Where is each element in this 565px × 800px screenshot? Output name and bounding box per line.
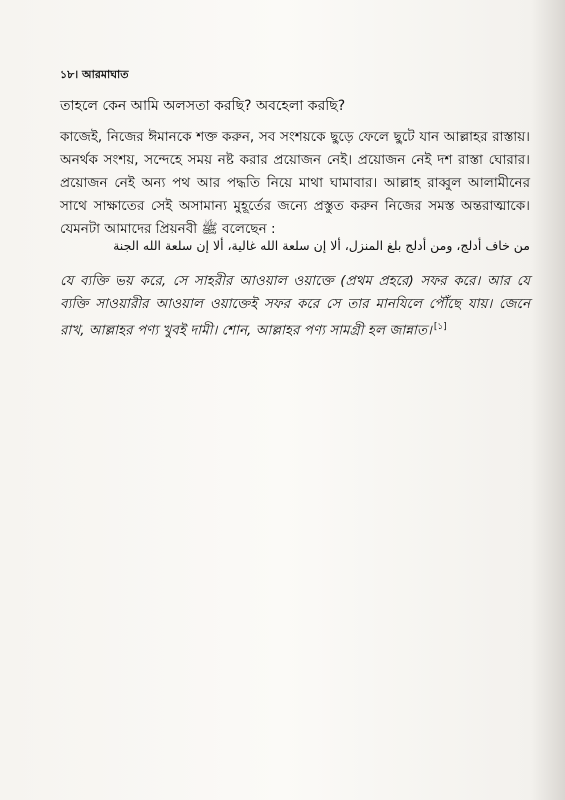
hadith-translation	[60, 270, 530, 343]
page-header: ১৮। আরমাঘাত	[60, 68, 129, 81]
translation-text: যে ব্যক্তি ভয় করে, সে সাহরীর আওয়াল ওয়াক্তে (প্রথম প্রহরে) সফর করে। আর যে ব্যক্তি সাওয়ারীর আওয়াল ওয়াক্তেই সফর করে সে তার মানযিলে পৌঁছে যায়। জেনে রাখ, আল্লাহর পণ্য খুবই দামী। শোন, আল্লাহর পণ্য সামগ্রী হল জান্নাত।	[60, 273, 530, 339]
footnote-marker: [১]	[433, 322, 447, 332]
opening-question: তাহলে কেন আমি অলসতা করছি? অবহেলা করছি?	[60, 98, 346, 114]
arabic-hadith: من خاف أدلج، ومن أدلج بلغ المنزل، ألا إن سلعة الله غالية، ألا إن سلعة الله الجنة	[113, 238, 530, 253]
body-paragraph: কাজেই, নিজের ঈমানকে শক্ত করুন, সব সংশয়কে ছুড়ে ফেলে ছুটে যান আল্লাহর রাস্তায়। অনর্থক সংশয়, সন্দেহে সময় নষ্ট করার প্রয়োজন নেই। প্রয়োজন নেই দশ রাস্তা ঘোরার। প্রয়োজন নেই অন্য পথ আর পদ্ধতি নিয়ে মাথা ঘামাবার। আল্লাহ রাব্বুল আলামীনের সাথে সাক্ষাতের সেই অসামান্য মুহূর্তের জন্যে প্রস্তুত করুন নিজের সমস্ত অন্তরাত্মাকে। যেমনটা আমাদের প্রিয়নবী ﷺ বলেছেন :	[60, 129, 530, 237]
